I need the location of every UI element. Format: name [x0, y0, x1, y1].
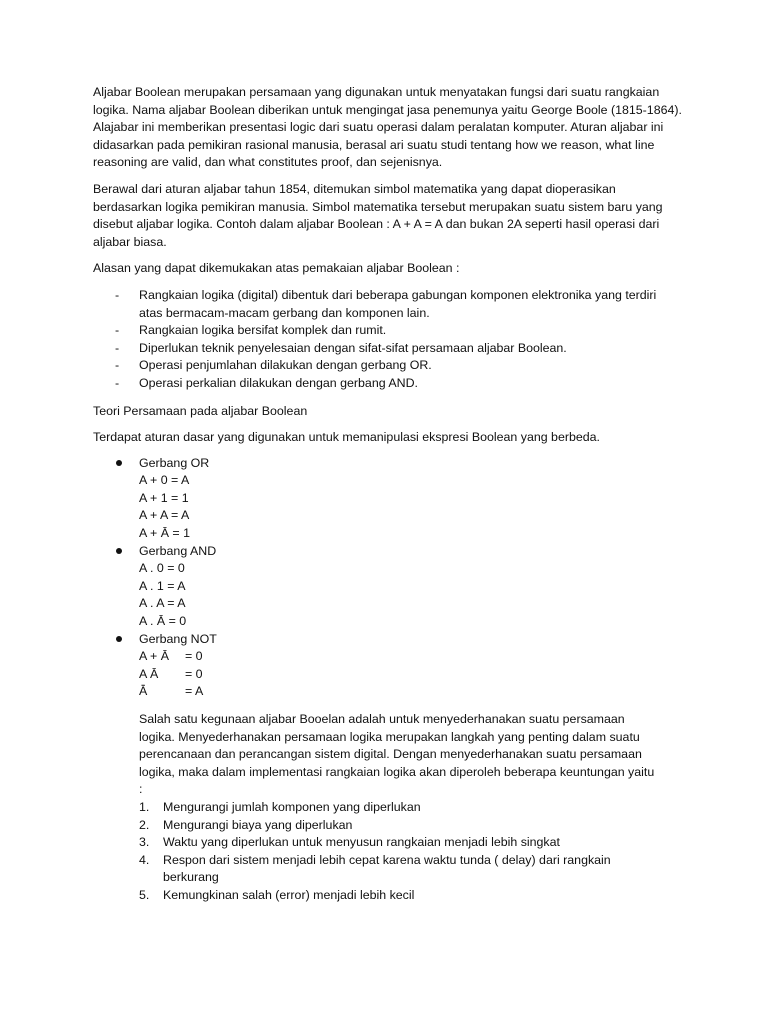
list-item: - Diperlukan teknik penyelesaian dengan sifat-sifat persamaan aljabar Boolean.: [93, 340, 683, 358]
equation: Ā̄ = A: [139, 684, 204, 699]
equation: A + 0 = A: [139, 473, 190, 488]
document-body: [93, 84, 683, 905]
gate-title: Gerbang NOT: [139, 631, 217, 646]
equation: A + A = A: [139, 508, 190, 523]
dash-marker: -: [115, 340, 120, 355]
paragraph-reasons-lead: Alasan yang dapat dikemukakan atas pemakaian aljabar Boolean :: [93, 261, 460, 276]
equation: A + 1 = 1: [139, 490, 189, 505]
gate-title: Gerbang OR: [139, 455, 210, 470]
reasons-list: [93, 287, 683, 393]
paragraph-closing: Salah satu kegunaan aljabar Booelan adalah untuk menyederhanakan suatu persamaan logika. Menyederhanakan persamaan logika merupakan langkah yang penting dalam suatu perencanaan dan perancangan sistem digital. Dengan menyederhanakan suatu persamaan logika, maka dalam implementasi rangkaian logika akan diperoleh beberapa keuntungan yaitu :: [139, 712, 655, 797]
equation: A . 1 = A: [139, 578, 186, 593]
list-item: - Rangkaian logika (digital) dibentuk dari beberapa gabungan komponen elektronika yang terdiri atas bermacam-macam gerbang dan komponen lain.: [115, 287, 657, 320]
gate-and: [93, 543, 683, 631]
gate-or: [93, 455, 683, 543]
list-item: 3. Waktu yang diperlukan untuk menyusun rangkaian menjadi lebih singkat: [139, 835, 560, 850]
dash-marker: -: [115, 287, 120, 302]
list-item: 2. Mengurangi biaya yang diperlukan: [139, 817, 353, 832]
bullet-icon: [116, 636, 122, 642]
list-item: 4. Respon dari sistem menjadi lebih cepat karena waktu tunda ( delay) dari rangkain berkurang: [139, 852, 611, 885]
list-item: - Rangkaian logika bersifat komplek dan rumit.: [93, 322, 683, 340]
equation: A . Ā = 0: [139, 614, 187, 629]
dash-marker: -: [115, 358, 120, 373]
benefits-list: [139, 799, 659, 905]
rules-intro: Terdapat aturan dasar yang digunakan untuk memanipulasi ekspresi Boolean yang berbeda.: [93, 430, 600, 445]
paragraph-history: Berawal dari aturan aljabar tahun 1854, ditemukan simbol matematika yang dapat dioperasikan berdasarkan logika pemikiran manusia. Simbol matematika tersebut merupakan suatu sistem baru yang disebut aljabar logika. Contoh dalam aljabar Boolean : A + A = A dan bukan 2A seperti hasil operasi dari aljabar biasa.: [93, 181, 663, 249]
gate-title: Gerbang AND: [139, 543, 217, 558]
list-item: 5. Kemungkinan salah (error) menjadi lebih kecil: [139, 887, 415, 902]
equation: A . 0 = 0: [139, 561, 185, 576]
gate-not: [93, 631, 683, 701]
section-heading: Teori Persamaan pada aljabar Boolean: [93, 403, 308, 418]
list-item: - Operasi perkalian dilakukan dengan gerbang AND.: [93, 375, 683, 393]
equation: A + Ā = 0: [139, 649, 203, 664]
list-item: 1. Mengurangi jumlah komponen yang diperlukan: [139, 799, 421, 814]
list-item: - Operasi penjumlahan dilakukan dengan gerbang OR.: [93, 357, 683, 375]
bullet-icon: [116, 548, 122, 554]
equation: A Ā = 0: [139, 666, 203, 681]
dash-marker: -: [115, 375, 120, 390]
equation: A + Ā = 1: [139, 526, 190, 541]
equation: A . A = A: [139, 596, 186, 611]
dash-marker: -: [115, 323, 120, 338]
bullet-icon: [116, 460, 122, 466]
gate-rules-list: [93, 455, 683, 701]
paragraph-intro: Aljabar Boolean merupakan persamaan yang digunakan untuk menyatakan fungsi dari suatu rangkaian logika. Nama aljabar Boolean diberikan untuk mengingat jasa penemunya yaitu George Boole (1815-1864). Alajabar ini memberikan presentasi logic dari suatu operasi dalam peralatan komputer. Aturan aljabar ini didasarkan pada pemikiran rasional manusia, berasal ari suatu studi tentang how we reason, what line reasoning are valid, dan what constitutes proof, dan sejenisnya.: [93, 85, 682, 170]
